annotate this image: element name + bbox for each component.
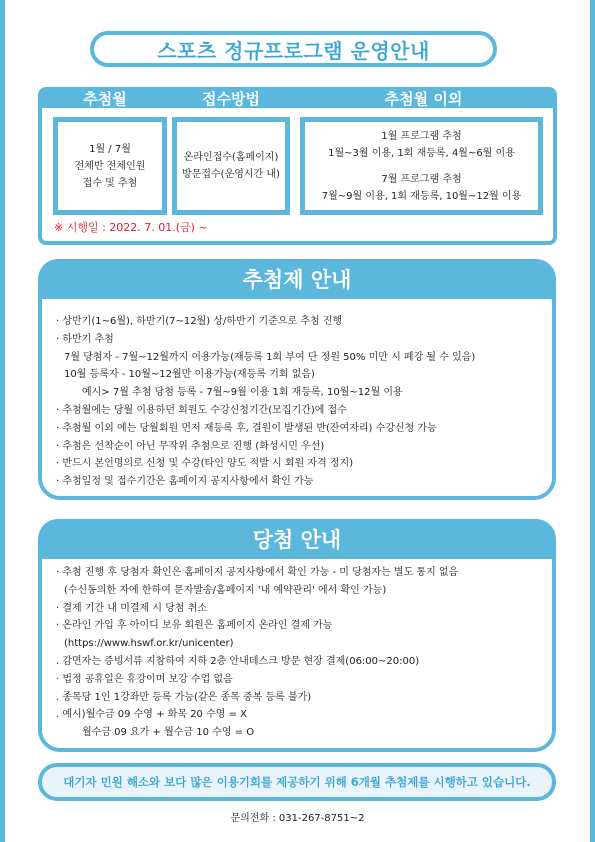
- schedule-box3-line: 1월~3월 이용, 1회 재등록, 4월~6월 이용: [328, 147, 515, 159]
- schedule-header-lottery-month: 추첨월: [83, 90, 127, 108]
- schedule-box-method: [172, 117, 290, 215]
- page-title-box: [90, 31, 497, 67]
- effective-date-note: ※ 시행일 : 2022. 7. 01.(금) ~: [54, 221, 208, 234]
- lottery-item: 예시> 7월 추첨 당첨 등록 - 7월~9월 이용 1회 재등록, 10월~12월 이용: [82, 387, 403, 399]
- lottery-item: 10월 등록자 - 10월~12월만 이용가능(재등록 기회 없음): [64, 369, 315, 381]
- schedule-box2-line: 방문접수(운영시간 내): [182, 169, 280, 180]
- winning-item: · 추첨 진행 후 당첨자 확인은 홈페이지 공지사항에서 확인 가능 - 미 당첨자는 별도 통지 없음: [56, 567, 459, 578]
- schedule-box1-line: 1월 / 7월: [89, 143, 131, 155]
- winning-item: 월수금 09 요가 + 월수금 10 수영 = O: [82, 727, 255, 739]
- lottery-item: 7월 당첨자 - 7월~12월까지 이용가능(재등록 1회 부여 단 정원 50% 미만 시 폐강 될 수 있음): [64, 351, 476, 363]
- lottery-panel-header: [38, 259, 556, 299]
- schedule-box3-line: 7월~9월 이용, 1회 재등록, 10월~12월 이용: [321, 190, 522, 202]
- bottom-banner: [38, 763, 556, 801]
- lottery-item: · 추첨일정 및 접수기간은 홈페이지 공지사항에서 확인 가능: [56, 476, 314, 488]
- schedule-box1-line: 접수 및 추첨: [82, 177, 138, 189]
- winning-panel-header: [38, 519, 556, 559]
- lottery-item: · 하반기 추첨: [56, 333, 114, 345]
- winning-item: · 결제 기간 내 미결제 시 당첨 취소: [56, 602, 208, 614]
- schedule-box1-line: 전체반 전체인원: [74, 160, 146, 172]
- winning-item: . 감면자는 증빙서류 지참하여 지하 2층 안내데스크 방문 현장 결제(06:00~20:00): [56, 655, 420, 667]
- lottery-item: · 추첨월 이외 에는 당월회원 먼저 재등록 후, 결원이 발생된 반(잔여자리) 수강신청 가능: [56, 422, 437, 434]
- schedule-box-lottery-month: [53, 117, 167, 215]
- schedule-box2-line: 온라인접수(홈페이지): [183, 152, 279, 163]
- schedule-box-other-months: [300, 117, 543, 215]
- lottery-item: · 추첨은 선착순이 아닌 무작위 추첨으로 진행 (화성시민 우선): [56, 440, 325, 452]
- winning-item: (https://www.hswf.or.kr/unicenter): [64, 638, 234, 650]
- winning-item: . 종목당 1인 1강좌만 등록 가능(같은 종목 중복 등록 불가): [56, 691, 312, 703]
- winning-item: · 온라인 가입 후 아이디 보유 회원은 홈페이지 온라인 결제 가능: [56, 620, 333, 632]
- contact-phone: 문의전화 : 031-267-8751~2: [230, 813, 365, 824]
- right-border-bar: [590, 0, 595, 842]
- page-title: 스포츠 정규프로그램 운영안내: [157, 38, 430, 63]
- lottery-list: [56, 313, 544, 491]
- banner-text: 대기자 민원 해소와 보다 많은 이용기회를 제공하기 위해 6개월 추첨제를 시행하고 있습니다.: [63, 775, 531, 789]
- winning-item: · 법정 공휴일은 휴강이며 보강 수업 없음: [56, 673, 233, 685]
- left-border-bar: [0, 0, 5, 842]
- schedule-header-method: 접수방법: [202, 90, 260, 108]
- lottery-heading: 추첨제 안내: [242, 268, 352, 292]
- lottery-item: · 반드시 본인명의로 신청 및 수강(타인 양도 적발 시 회원 자격 정지): [56, 458, 354, 470]
- lottery-item: · 상반기(1~6월), 하반기(7~12월) 상/하반기 기준으로 추첨 진행: [56, 316, 343, 327]
- winning-item: . 예시)월수금 09 수영 + 화목 20 수영 = X: [56, 709, 248, 721]
- winning-item: (수신동의한 자에 한하여 문자발송/홈페이지 '내 예약관리' 에서 확인 가능): [64, 584, 387, 596]
- schedule-header-other-months: 추첨월 이외: [384, 90, 463, 108]
- winning-list: [56, 564, 544, 742]
- schedule-box3-line: 1월 프로그램 추첨: [381, 130, 462, 142]
- schedule-box3-line: 7월 프로그램 추첨: [381, 173, 462, 185]
- winning-heading: 당첨 안내: [252, 528, 342, 552]
- lottery-item: · 추첨월에는 당월 이용하던 회원도 수강신청기간(모집기간)에 접수: [56, 404, 347, 416]
